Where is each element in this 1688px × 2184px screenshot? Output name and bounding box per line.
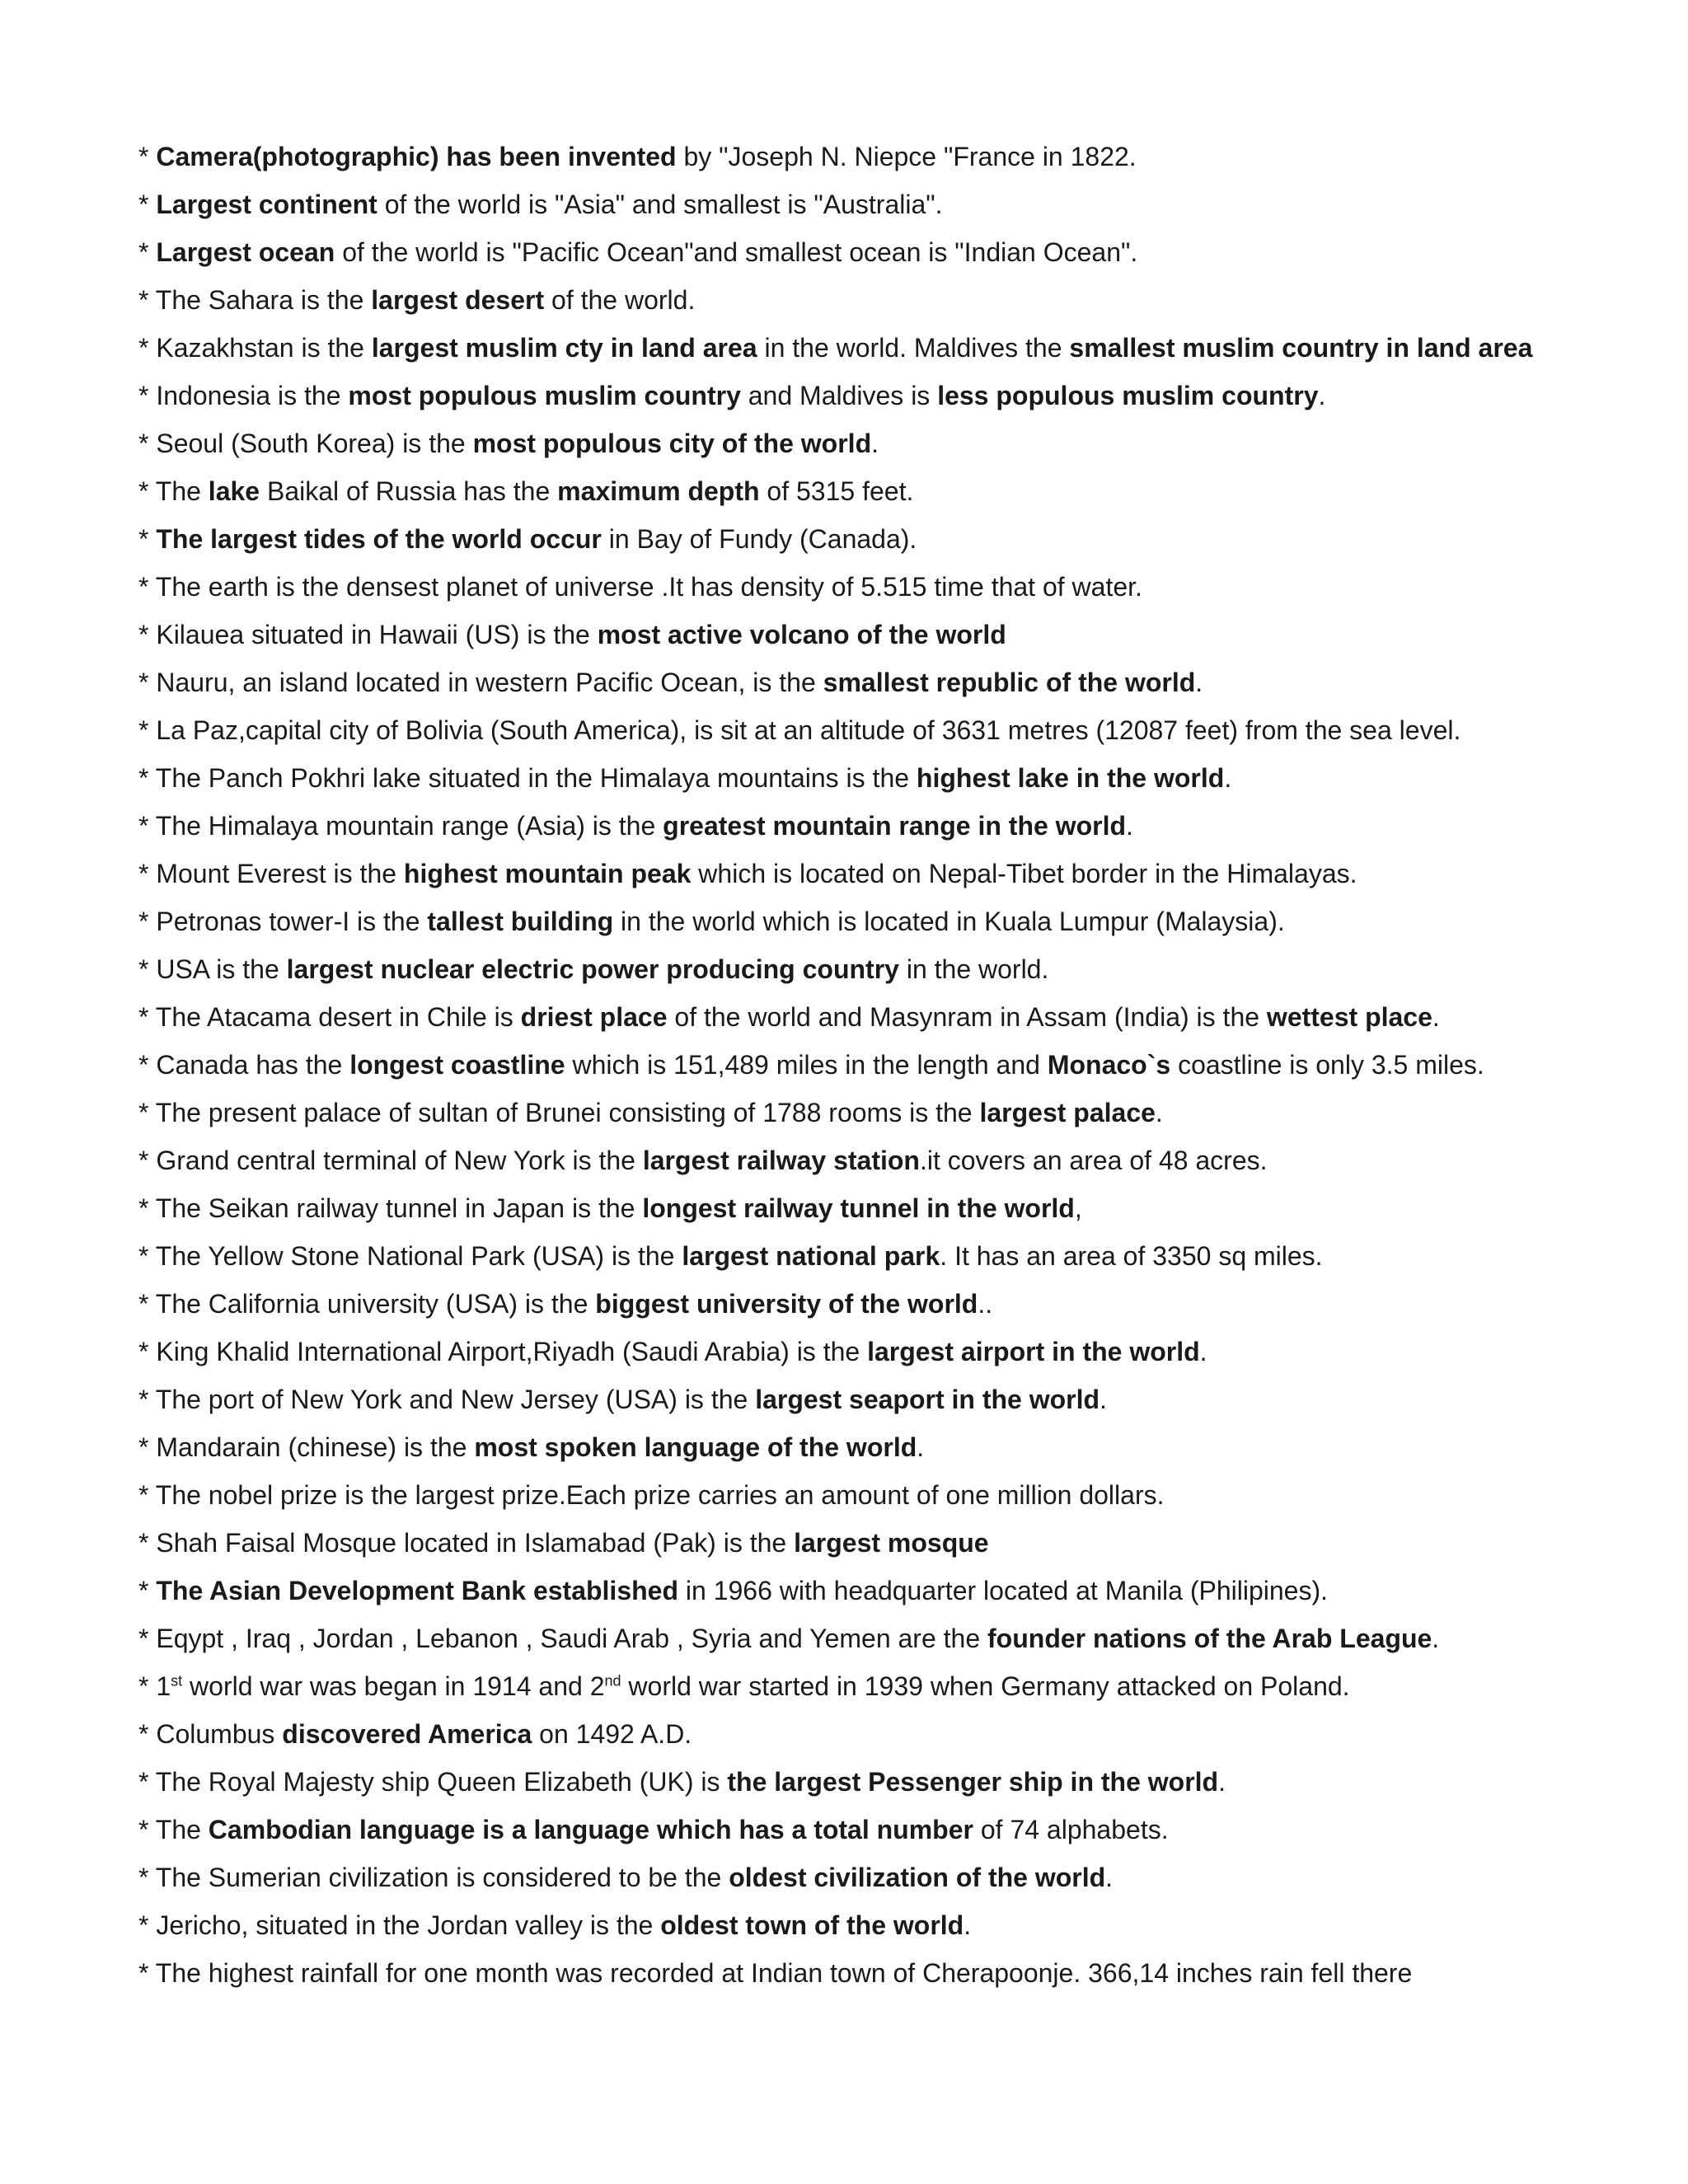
document-page <box>138 133 1556 1997</box>
fact-line <box>138 611 1556 658</box>
fact-line <box>138 1901 1556 1949</box>
fact-emphasis: largest desert <box>371 285 545 315</box>
fact-line <box>138 372 1556 419</box>
fact-emphasis: Largest ocean <box>156 237 335 267</box>
fact-text: . <box>1105 1863 1114 1892</box>
fact-text: * La Paz,capital city of Bolivia (South America), is sit at an altitude of 3631 metres (12087 feet) from the sea level. <box>138 715 1461 745</box>
fact-text: . <box>1224 763 1232 793</box>
fact-line <box>138 802 1556 850</box>
fact-text: * Kilauea situated in Hawaii (US) is the <box>138 620 598 649</box>
fact-text: in 1966 with headquarter located at Manila (Philipines). <box>678 1576 1329 1605</box>
fact-line <box>138 1662 1556 1710</box>
fact-text: . <box>1432 1624 1440 1653</box>
fact-emphasis: lake <box>208 476 260 506</box>
fact-text: . <box>1432 1002 1440 1032</box>
fact-text: * The Yellow Stone National Park (USA) is the <box>138 1241 682 1271</box>
fact-text: which is 151,489 miles in the length and <box>565 1050 1048 1080</box>
fact-line <box>138 1280 1556 1328</box>
fact-emphasis: oldest town of the world <box>660 1910 964 1940</box>
fact-ordinal-suffix: st <box>171 1672 183 1690</box>
fact-line <box>138 1232 1556 1280</box>
fact-text: * The earth is the densest planet of universe .It has density of 5.515 time that of water. <box>138 572 1142 602</box>
fact-text: * The port of New York and New Jersey (USA) is the <box>138 1385 756 1414</box>
fact-emphasis: The largest tides of the world occur <box>156 524 602 554</box>
fact-text: * The <box>138 1815 209 1844</box>
fact-emphasis: largest national park <box>682 1241 940 1271</box>
fact-emphasis: Largest continent <box>156 190 377 219</box>
fact-text: . <box>1155 1098 1163 1127</box>
fact-emphasis: most spoken language of the world <box>474 1432 917 1462</box>
fact-emphasis: largest nuclear electric power producing country <box>286 954 899 984</box>
fact-line <box>138 898 1556 945</box>
fact-text: .. <box>978 1289 993 1319</box>
fact-text: * The Royal Majesty ship Queen Elizabeth (UK) is <box>138 1767 728 1797</box>
fact-text: in the world. Maldives the <box>757 333 1070 363</box>
fact-text: . <box>964 1910 972 1940</box>
fact-line <box>138 1089 1556 1137</box>
fact-line <box>138 1710 1556 1758</box>
fact-line <box>138 419 1556 467</box>
fact-line <box>138 563 1556 611</box>
fact-text: * Eqypt , Iraq , Jordan , Lebanon , Saudi Arab , Syria and Yemen are the <box>138 1624 988 1653</box>
fact-text: * Petronas tower-I is the <box>138 907 428 936</box>
fact-emphasis: largest muslim cty in land area <box>371 333 757 363</box>
fact-line <box>138 1376 1556 1423</box>
fact-text: * The Sumerian civilization is considered to be the <box>138 1863 729 1892</box>
fact-line <box>138 1806 1556 1854</box>
fact-line <box>138 850 1556 898</box>
fact-text: in Bay of Fundy (Canada). <box>601 524 917 554</box>
fact-emphasis: highest mountain peak <box>403 859 692 888</box>
fact-text: * The Panch Pokhri lake situated in the Himalaya mountains is the <box>138 763 917 793</box>
fact-text: . <box>1126 811 1133 841</box>
fact-emphasis: greatest mountain range in the world <box>663 811 1126 841</box>
fact-emphasis: largest mosque <box>794 1528 989 1558</box>
fact-text: * The nobel prize is the largest prize.Each prize carries an amount of one million dollars. <box>138 1480 1165 1510</box>
fact-emphasis: Cambodian language is a language which has a total number <box>208 1815 973 1844</box>
fact-text: * Mandarain (chinese) is the <box>138 1432 475 1462</box>
fact-text: world war was began in 1914 and 2 <box>182 1671 605 1701</box>
fact-text: * <box>138 524 157 554</box>
fact-text: * The <box>138 476 209 506</box>
fact-emphasis: Monaco`s <box>1047 1050 1171 1080</box>
fact-text: * The highest rainfall for one month was recorded at Indian town of Cherapoonje. 366,14 inches rain fell there <box>138 1958 1413 1988</box>
fact-text: * <box>138 142 157 171</box>
fact-text: in the world which is located in Kuala Lumpur (Malaysia). <box>613 907 1285 936</box>
fact-emphasis: largest railway station <box>642 1146 920 1175</box>
fact-text: . <box>917 1432 925 1462</box>
fact-emphasis: most active volcano of the world <box>597 620 1006 649</box>
fact-emphasis: highest lake in the world <box>916 763 1225 793</box>
fact-line <box>138 228 1556 276</box>
fact-text: which is located on Nepal-Tibet border in the Himalayas. <box>691 859 1357 888</box>
fact-text: . <box>1195 668 1203 697</box>
fact-emphasis: biggest university of the world <box>595 1289 978 1319</box>
fact-text: . It has an area of 3350 sq miles. <box>940 1241 1323 1271</box>
fact-emphasis: founder nations of the Arab League <box>987 1624 1432 1653</box>
fact-line <box>138 276 1556 324</box>
fact-line <box>138 658 1556 706</box>
fact-text: , <box>1074 1193 1082 1223</box>
fact-emphasis: driest place <box>520 1002 668 1032</box>
fact-emphasis: maximum depth <box>557 476 760 506</box>
fact-line <box>138 1615 1556 1662</box>
fact-text: . <box>1318 381 1326 410</box>
fact-text: * The Seikan railway tunnel in Japan is the <box>138 1193 643 1223</box>
fact-text: in the world. <box>898 954 1049 984</box>
fact-line <box>138 1423 1556 1471</box>
fact-text: . <box>1100 1385 1107 1414</box>
fact-emphasis: tallest building <box>427 907 614 936</box>
fact-ordinal-suffix: nd <box>604 1672 621 1690</box>
fact-text: . <box>1218 1767 1226 1797</box>
fact-line <box>138 1854 1556 1901</box>
fact-line <box>138 1184 1556 1232</box>
fact-emphasis: Camera(photographic) has been invented <box>156 142 677 171</box>
fact-text: of the world. <box>544 285 696 315</box>
fact-emphasis: most populous city of the world <box>472 429 872 458</box>
fact-line <box>138 945 1556 993</box>
fact-text: of 74 alphabets. <box>973 1815 1169 1844</box>
fact-emphasis: most populous muslim country <box>348 381 741 410</box>
fact-text: * Kazakhstan is the <box>138 333 372 363</box>
fact-line <box>138 706 1556 754</box>
fact-line <box>138 133 1556 180</box>
fact-emphasis: oldest civilization of the world <box>729 1863 1106 1892</box>
fact-text: of the world and Masynram in Assam (India) is the <box>667 1002 1267 1032</box>
fact-line <box>138 1471 1556 1519</box>
fact-text: * King Khalid International Airport,Riyadh (Saudi Arabia) is the <box>138 1337 868 1366</box>
fact-emphasis: the largest Pessenger ship in the world <box>727 1767 1219 1797</box>
fact-emphasis: discovered America <box>282 1719 532 1749</box>
fact-line <box>138 1758 1556 1806</box>
fact-emphasis: longest railway tunnel in the world <box>642 1193 1075 1223</box>
fact-text: * Indonesia is the <box>138 381 349 410</box>
fact-text: * Canada has the <box>138 1050 350 1080</box>
fact-line <box>138 993 1556 1041</box>
fact-text: * 1 <box>138 1671 171 1701</box>
fact-emphasis: largest palace <box>979 1098 1156 1127</box>
fact-emphasis: wettest place <box>1266 1002 1432 1032</box>
fact-text: * Grand central terminal of New York is the <box>138 1146 643 1175</box>
fact-text: coastline is only 3.5 miles. <box>1170 1050 1484 1080</box>
fact-emphasis: largest airport in the world <box>867 1337 1200 1366</box>
fact-text: * <box>138 1576 157 1605</box>
fact-line <box>138 324 1556 372</box>
fact-line <box>138 1949 1556 1997</box>
fact-emphasis: largest seaport in the world <box>755 1385 1100 1414</box>
fact-line <box>138 1519 1556 1567</box>
fact-text: * USA is the <box>138 954 287 984</box>
fact-text: on 1492 A.D. <box>532 1719 692 1749</box>
fact-text: * <box>138 190 157 219</box>
fact-line <box>138 515 1556 563</box>
fact-text: * Shah Faisal Mosque located in Islamabad (Pak) is the <box>138 1528 795 1558</box>
fact-line <box>138 467 1556 515</box>
fact-text: * The present palace of sultan of Brunei consisting of 1788 rooms is the <box>138 1098 980 1127</box>
fact-text: * The Sahara is the <box>138 285 372 315</box>
fact-text: * Mount Everest is the <box>138 859 404 888</box>
fact-text: * Columbus <box>138 1719 283 1749</box>
fact-text: world war started in 1939 when Germany attacked on Poland. <box>621 1671 1350 1701</box>
fact-emphasis: less populous muslim country <box>937 381 1319 410</box>
fact-text: of 5315 feet. <box>759 476 914 506</box>
fact-text: . <box>871 429 879 458</box>
fact-emphasis: smallest republic of the world <box>823 668 1196 697</box>
fact-line <box>138 1137 1556 1184</box>
fact-text: * Jericho, situated in the Jordan valley is the <box>138 1910 661 1940</box>
fact-text: * Nauru, an island located in western Pacific Ocean, is the <box>138 668 823 697</box>
fact-text: by "Joseph N. Niepce "France in 1822. <box>676 142 1137 171</box>
fact-line <box>138 754 1556 802</box>
fact-text: * The Atacama desert in Chile is <box>138 1002 521 1032</box>
fact-emphasis: The Asian Development Bank established <box>156 1576 678 1605</box>
fact-line <box>138 180 1556 228</box>
fact-text: * <box>138 237 157 267</box>
fact-text: of the world is "Pacific Ocean"and smallest ocean is "Indian Ocean". <box>335 237 1138 267</box>
fact-line <box>138 1567 1556 1615</box>
fact-text: of the world is "Asia" and smallest is "Australia". <box>377 190 943 219</box>
fact-text: * Seoul (South Korea) is the <box>138 429 473 458</box>
fact-text: * The Himalaya mountain range (Asia) is the <box>138 811 663 841</box>
fact-emphasis: longest coastline <box>349 1050 565 1080</box>
fact-text: and Maldives is <box>740 381 938 410</box>
fact-text: * The California university (USA) is the <box>138 1289 596 1319</box>
fact-text: . <box>1199 1337 1207 1366</box>
fact-line <box>138 1041 1556 1089</box>
fact-text: .it covers an area of 48 acres. <box>919 1146 1268 1175</box>
fact-emphasis: smallest muslim country in land area <box>1069 333 1533 363</box>
fact-text: Baikal of Russia has the <box>260 476 558 506</box>
fact-line <box>138 1328 1556 1376</box>
